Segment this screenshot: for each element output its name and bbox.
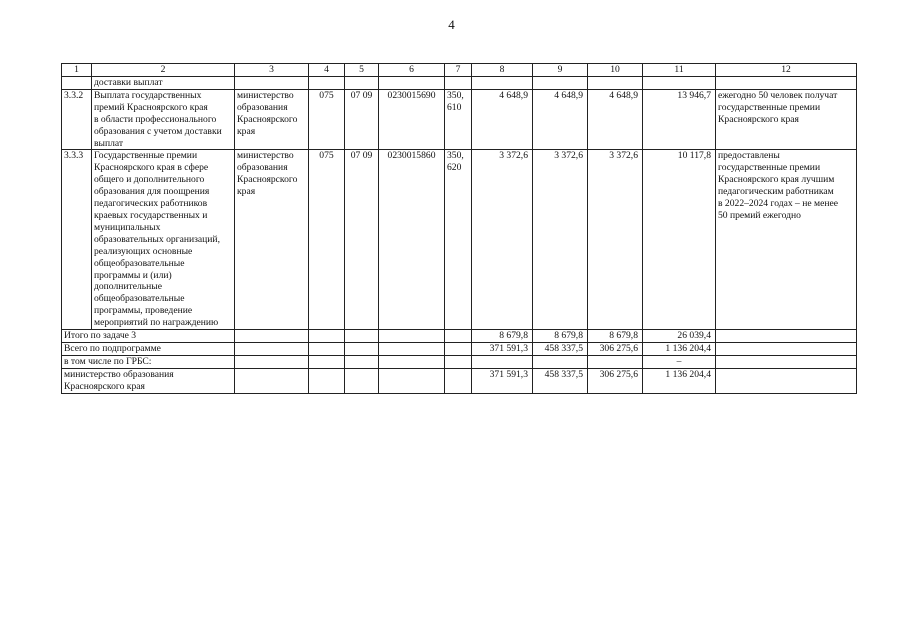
cell-item-number: 3.3.3: [62, 150, 92, 330]
cell-expense-type: 350, 610: [445, 89, 472, 150]
cell-grbs: министерство образования Красноярского края: [235, 89, 309, 150]
col-header: 12: [716, 64, 857, 77]
total-label: в том числе по ГРБС:: [62, 356, 235, 369]
total-amount: 306 275,6: [588, 369, 643, 394]
col-header: 11: [643, 64, 716, 77]
total-amount: [472, 356, 533, 369]
total-amount: 8 679,8: [472, 330, 533, 343]
page-number: 4: [448, 17, 455, 32]
budget-table: [61, 63, 857, 394]
cell-grbs-code: 075: [309, 89, 345, 150]
col-header: 4: [309, 64, 345, 77]
cell-amount: 3 372,6: [588, 150, 643, 330]
total-amount: 458 337,5: [533, 343, 588, 356]
cell-amount: 4 648,9: [588, 89, 643, 150]
cell-amount: 4 648,9: [533, 89, 588, 150]
col-header: 5: [345, 64, 379, 77]
col-header: 2: [92, 64, 235, 77]
cell-expense-type: 350, 620: [445, 150, 472, 330]
col-header: 9: [533, 64, 588, 77]
cell-grbs: министерство образования Красноярского края: [235, 150, 309, 330]
cell-name: Государственные премии Красноярского края в сфере общего и дополнительного образования для поощрения педагогических работников краевых государственных и муниципальных образовательных организаций, реализующих основные общеобразовательные программы и (или) дополнительные общеобразовательные программы, проведение мероприятий по награждению: [92, 150, 235, 330]
cell-section-code: 07 09: [345, 150, 379, 330]
total-amount: 371 591,3: [472, 343, 533, 356]
col-header: 8: [472, 64, 533, 77]
total-row: [62, 369, 857, 394]
col-header: 10: [588, 64, 643, 77]
cell-amount: 3 372,6: [472, 150, 533, 330]
col-header: 3: [235, 64, 309, 77]
total-sum: 26 039,4: [643, 330, 716, 343]
total-amount: 306 275,6: [588, 343, 643, 356]
col-header: 1: [62, 64, 92, 77]
total-label: министерство образования Красноярского края: [62, 369, 235, 394]
total-amount: [533, 356, 588, 369]
cell-total: 10 117,8: [643, 150, 716, 330]
total-row: [62, 356, 857, 369]
total-amount: 458 337,5: [533, 369, 588, 394]
total-row: [62, 343, 857, 356]
total-sum: 1 136 204,4: [643, 369, 716, 394]
cell-name: доставки выплат: [92, 77, 235, 90]
cell-result: предоставлены государственные премии Красноярского края лучшим педагогическим работникам в 2022–2024 годах – не менее 50 премий ежегодно: [716, 150, 857, 330]
total-amount: [588, 356, 643, 369]
total-sum: –: [643, 356, 716, 369]
column-number-row: [62, 64, 857, 77]
cell-grbs-code: 075: [309, 150, 345, 330]
cell-total: 13 946,7: [643, 89, 716, 150]
cell-target-code: 0230015860: [379, 150, 445, 330]
table-row: [62, 89, 857, 150]
total-sum: 1 136 204,4: [643, 343, 716, 356]
cell-result: ежегодно 50 человек получат государственные премии Красноярского края: [716, 89, 857, 150]
continuation-row: [62, 77, 857, 90]
cell-amount: 4 648,9: [472, 89, 533, 150]
total-amount: 371 591,3: [472, 369, 533, 394]
table-row: [62, 150, 857, 330]
total-amount: 8 679,8: [588, 330, 643, 343]
total-row: [62, 330, 857, 343]
cell-amount: 3 372,6: [533, 150, 588, 330]
col-header: 6: [379, 64, 445, 77]
cell-item-number: 3.3.2: [62, 89, 92, 150]
total-label: Всего по подпрограмме: [62, 343, 235, 356]
total-amount: 8 679,8: [533, 330, 588, 343]
cell-section-code: 07 09: [345, 89, 379, 150]
total-label: Итого по задаче 3: [62, 330, 235, 343]
cell-name: Выплата государственных премий Красноярского края в области профессионального образования с учетом доставки выплат: [92, 89, 235, 150]
cell-target-code: 0230015690: [379, 89, 445, 150]
col-header: 7: [445, 64, 472, 77]
